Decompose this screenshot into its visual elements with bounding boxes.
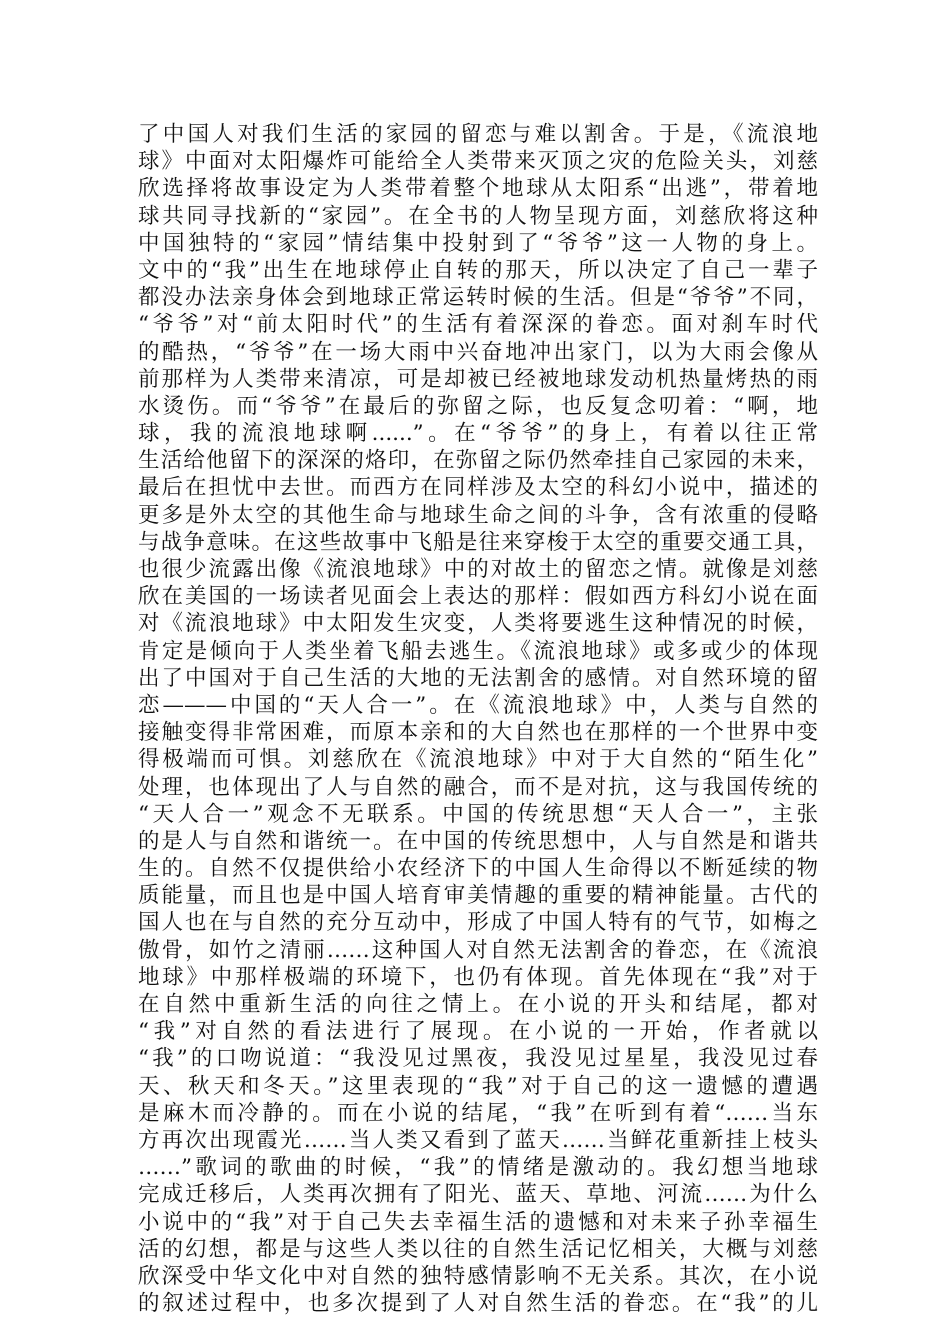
text-line: 都没办法亲身体会到地球正常运转时候的生活。但是“爷爷”不同， — [138, 285, 818, 311]
text-line: 对《流浪地球》中太阳发生灾变，人类将要逃生这种情况的时候， — [138, 611, 818, 637]
text-line: 球，我的流浪地球啊......”。在“爷爷”的身上，有着以往正常 — [138, 421, 818, 447]
text-line: “我”的口吻说道：“我没见过黑夜，我没见过星星，我没见过春 — [138, 1046, 818, 1072]
text-line: 欣深受中华文化中对自然的独特感情影响不无关系。其次，在小说 — [138, 1263, 818, 1289]
text-line: 生的。自然不仅提供给小农经济下的中国人生命得以不断延续的物 — [138, 856, 818, 882]
text-line: 的酷热，“爷爷”在一场大雨中兴奋地冲出家门，以为大雨会像从 — [138, 339, 818, 365]
text-line: “爷爷”对“前太阳时代”的生活有着深深的眷恋。面对刹车时代 — [138, 312, 818, 338]
text-line: 与战争意味。在这些故事中飞船是往来穿梭于太空的重要交通工具， — [138, 529, 818, 555]
text-line: 地球》中那样极端的环境下，也仍有体现。首先体现在“我”对于 — [138, 964, 818, 990]
text-line: 处理，也体现出了人与自然的融合，而不是对抗，这与我国传统的 — [138, 774, 818, 800]
text-line: 中国独特的“家园”情结集中投射到了“爷爷”这一人物的身上。 — [138, 230, 818, 256]
text-line: 肯定是倾向于人类坐着飞船去逃生。《流浪地球》或多或少的体现 — [138, 638, 818, 664]
text-line: 球共同寻找新的“家园”。在全书的人物呈现方面，刘慈欣将这种 — [138, 203, 818, 229]
text-line: 质能量，而且也是中国人培育审美情趣的重要的精神能量。古代的 — [138, 883, 818, 909]
text-line: 接触变得非常困难，而原本亲和的大自然也在那样的一个世界中变 — [138, 720, 818, 746]
text-line: 完成迁移后，人类再次拥有了阳光、蓝天、草地、河流……为什么 — [138, 1182, 818, 1208]
text-line: “天人合一”观念不无联系。中国的传统思想“天人合一”，主张 — [138, 801, 818, 827]
text-line: 前那样为人类带来清凉，可是却被已经被地球发动机热量烤热的雨 — [138, 366, 818, 392]
text-line: 活的幻想，都是与这些人类以往的自然生活记忆相关，大概与刘慈 — [138, 1236, 818, 1262]
body-text — [138, 121, 818, 1317]
text-line: 欣选择将故事设定为人类带着整个地球从太阳系“出逃”，带着地 — [138, 176, 818, 202]
text-line: 方再次出现霞光……当人类又看到了蓝天……当鲜花重新挂上枝头 — [138, 1127, 818, 1153]
text-line: 傲骨，如竹之清丽……这种国人对自然无法割舍的眷恋，在《流浪 — [138, 937, 818, 963]
text-line: 球》中面对太阳爆炸可能给全人类带来灭顶之灾的危险关头，刘慈 — [138, 149, 818, 175]
text-line: 的是人与自然和谐统一。在中国的传统思想中，人与自然是和谐共 — [138, 828, 818, 854]
text-line: 水烫伤。而“爷爷”在最后的弥留之际，也反复念叨着：“啊，地 — [138, 393, 818, 419]
text-line: 生活给他留下的深深的烙印，在弥留之际仍然牵挂自己家园的未来， — [138, 448, 818, 474]
text-line: 恋———中国的“天人合一”。在《流浪地球》中，人类与自然的 — [138, 692, 818, 718]
text-line: ……”歌词的歌曲的时候，“我”的情绪是激动的。我幻想当地球 — [138, 1155, 818, 1181]
text-line: 了中国人对我们生活的家园的留恋与难以割舍。于是，《流浪地 — [138, 122, 818, 147]
text-line: 出了中国对于自己生活的大地的无法割舍的感情。对自然环境的留 — [138, 665, 818, 691]
text-line: 更多是外太空的其他生命与地球生命之间的斗争，含有浓重的侵略 — [138, 502, 818, 528]
text-line: 在自然中重新生活的向往之情上。在小说的开头和结尾，都对 — [138, 992, 818, 1017]
text-line: “我”对自然的看法进行了展现。在小说的一开始，作者就以 — [138, 1019, 818, 1045]
text-line: 欣在美国的一场读者见面会上表达的那样：假如西方科幻小说在面 — [138, 584, 818, 610]
text-line: 也很少流露出像《流浪地球》中的对故土的留恋之情。就像是刘慈 — [138, 557, 818, 582]
text-line: 天、秋天和冬天。”这里表现的“我”对于自己的这一遗憾的遭遇 — [138, 1073, 818, 1099]
text-line: 得极端而可惧。刘慈欣在《流浪地球》中对于大自然的“陌生化” — [138, 747, 818, 773]
text-line: 小说中的“我”对于自己失去幸福生活的遗憾和对未来子孙幸福生 — [138, 1209, 818, 1235]
text-line: 国人也在与自然的充分互动中，形成了中国人特有的气节，如梅之 — [138, 910, 818, 936]
text-line: 文中的“我”出生在地球停止自转的那天，所以决定了自己一辈子 — [138, 257, 818, 283]
text-line: 最后在担忧中去世。而西方在同样涉及太空的科幻小说中，描述的 — [138, 475, 818, 501]
text-line: 是麻木而冷静的。而在小说的结尾，“我”在听到有着“……当东 — [138, 1100, 818, 1126]
text-line: 的叙述过程中，也多次提到了人对自然生活的眷恋。在“我”的儿 — [138, 1291, 818, 1317]
